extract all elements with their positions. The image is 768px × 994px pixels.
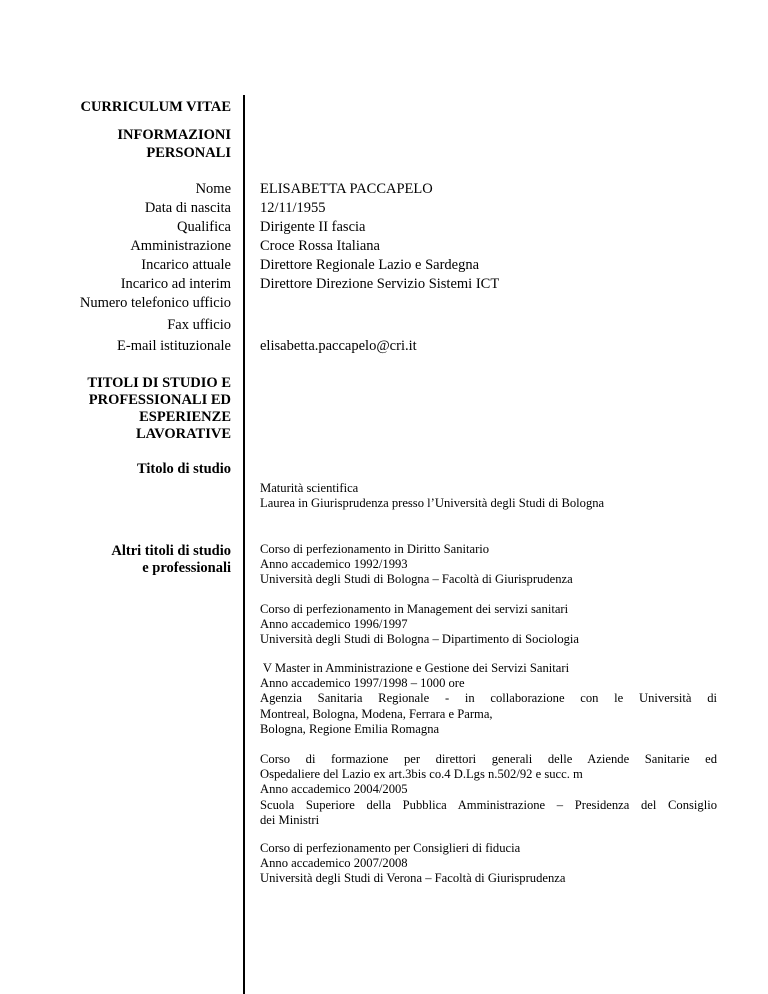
qualifica-value: Dirigente II fascia [260,219,366,235]
entry-line: Università degli Studi di Verona – Facoltà di Giurisprudenza [260,871,566,886]
titoli-heading-line-4: LAVORATIVE [135,426,231,442]
nome-label: Nome [195,181,231,197]
entry-line: Scuola Superiore della Pubblica Amministrazione – Presidenza del Consiglio [260,797,717,812]
altri-titoli-entry [260,542,717,588]
altri-titoli-entry [260,661,717,737]
titoli-heading-line-1: TITOLI DI STUDIO E [87,375,231,391]
entry-line: V Master in Amministrazione e Gestione dei Servizi Sanitari [260,661,570,675]
entry-line: Anno accademico 1997/1998 – 1000 ore [260,676,465,691]
entry-line: Corso di perfezionamento in Diritto Sanitario [260,542,490,556]
altri-titoli-label-line-1: Altri titoli di studio [111,543,231,559]
incarico-label: Incarico attuale [141,257,231,273]
altri-titoli-entry [260,841,717,887]
entry-line: Agenzia Sanitaria Regionale - in collaborazione con le Università di [260,691,717,706]
column-divider [243,95,245,994]
titoli-heading-line-2: PROFESSIONALI ED [88,392,231,408]
altri-titoli-label-line-2: e professionali [142,560,231,576]
entry-line: Ospedaliere del Lazio ex art.3bis co.4 D.Lgs n.502/92 e succ. m [260,767,583,782]
titoli-heading-line-3: ESPERIENZE [139,409,231,425]
entry-line: Montreal, Bologna, Modena, Ferrara e Parma, [260,706,493,721]
titolo-studio-label: Titolo di studio [136,461,231,477]
nascita-label: Data di nascita [144,200,231,216]
entry-line: Bologna, Regione Emilia Romagna [260,721,440,736]
entry-line: Corso di perfezionamento per Consiglieri di fiducia [260,841,521,855]
entry-line: Università degli Studi di Bologna – Facoltà di Giurisprudenza [260,572,573,587]
personal-heading-line-1: INFORMAZIONI [117,127,231,143]
entry-line: Anno accademico 2007/2008 [260,856,408,871]
email-label: E-mail istituzionale [117,338,231,354]
amministrazione-label: Amministrazione [130,238,231,254]
email-value: elisabetta.paccapelo@cri.it [260,338,417,354]
cv-title: CURRICULUM VITAE [80,99,231,115]
entry-line: Anno accademico 2004/2005 [260,782,408,797]
amministrazione-value: Croce Rossa Italiana [260,238,380,254]
nome-value: ELISABETTA PACCAPELO [260,181,433,197]
fax-label: Fax ufficio [167,317,231,333]
nascita-value: 12/11/1955 [260,200,326,216]
titolo-studio-line: Laurea in Giurisprudenza presso l’Università degli Studi di Bologna [260,496,605,511]
interim-label: Incarico ad interim [120,276,231,292]
titolo-studio-line: Maturità scientifica [260,481,359,495]
entry-line: Corso di perfezionamento in Management dei servizi sanitari [260,602,569,616]
entry-line: Anno accademico 1992/1993 [260,557,408,572]
altri-titoli-entry [260,752,717,828]
entry-line: Università degli Studi di Bologna – Dipartimento di Sociologia [260,632,580,647]
entry-line: dei Ministri [260,812,320,827]
titolo-studio-block [260,481,717,511]
qualifica-label: Qualifica [177,219,231,235]
altri-titoli-entry [260,602,717,648]
incarico-value: Direttore Regionale Lazio e Sardegna [260,257,480,273]
personal-heading-line-2: PERSONALI [146,145,231,161]
entry-line: Corso di formazione per direttori generali delle Aziende Sanitarie ed [260,752,717,766]
interim-value: Direttore Direzione Servizio Sistemi ICT [260,276,500,292]
telefono-label: Numero telefonico ufficio [79,295,231,311]
entry-line: Anno accademico 1996/1997 [260,617,408,632]
